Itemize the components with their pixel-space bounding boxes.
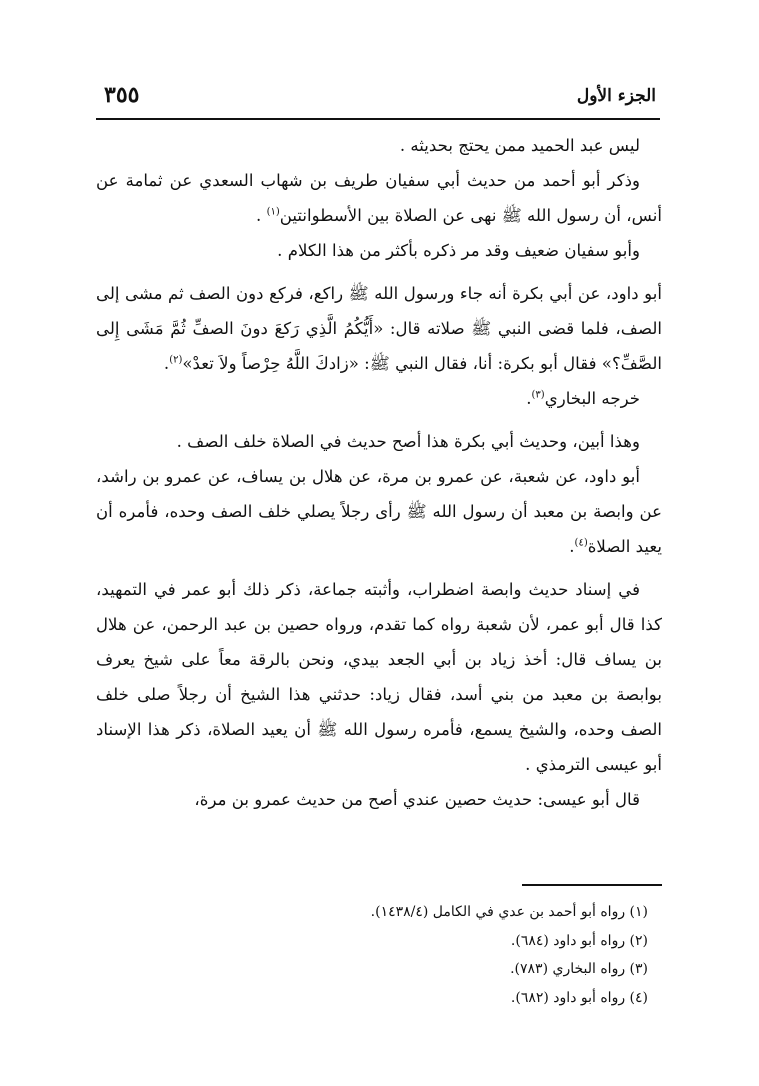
paragraph-8: في إسناد حديث وابصة اضطراب، وأثبته جماعة، ذكر ذلك أبو عمر في التمهيد، كذا قال أبو عمر، لأن شعبة رواه كما تقدم، ورواه حصين بن عبد الرحمن، عن هلال بن يساف قال: أخذ زياد بن أبي الجعد بيدي، ونحن بالرقة معاً على شيخ يعرف بوابصة بن معبد من بني أسد، فقال زياد: حدثني هذا الشيخ أن رجلاً صلى خلف الصف وحده، والشيخ يسمع، فأمره رسول الله ﷺ أن يعيد الصلاة، ذكر هذا الإسناد أبو عيسى الترمذي .	[96, 580, 662, 774]
footnote-ref-1: (١)	[266, 206, 280, 218]
part-title: الجزء الأول	[576, 86, 656, 106]
paragraph-2: وذكر أبو أحمد من حديث أبي سفيان طريف بن شهاب السعدي عن ثمامة عن أنس، أن رسول الله ﷺ نهى عن الصلاة بين الأسطوانتين$^{(١)}$ .	[96, 171, 662, 225]
paragraph-4: أبو داود، عن أبي بكرة أنه جاء ورسول الله ﷺ راكع، فركع دون الصف ثم مشى إلى الصف، فلما قضى النبي ﷺ صلاته قال: «أَيُّكُمُ الَّذِي رَكعَ دونَ الصفِّ ثُمَّ مَشَى إِلى الصَّفِّ؟» فقال أبو بكرة: أنا، فقال النبي ﷺ: «زادكَ اللَّهُ حِرْصاً ولاَ تعدْ»$^{(٢)}$.	[96, 284, 662, 373]
footnote-2: (٢) رواه أبو داود (٦٨٤).	[510, 932, 648, 949]
footnote-4: (٤) رواه أبو داود (٦٨٢).	[510, 989, 648, 1006]
paragraph-1: ليس عبد الحميد ممن يحتج بحديثه .	[399, 136, 640, 155]
footnote-ref-4: (٤)	[574, 537, 588, 549]
paragraph-6: وهذا أبين، وحديث أبي بكرة هذا أصح حديث في الصلاة خلف الصف .	[176, 432, 640, 451]
footnote-divider	[522, 884, 662, 886]
footnote-3: (٣) رواه البخاري (٧٨٣).	[510, 961, 648, 977]
paragraph-7: أبو داود، عن شعبة، عن عمرو بن مرة، عن هلال بن يساف، عن عمرو بن راشد، عن وابصة بن معبد أن رسول الله ﷺ رأى رجلاً يصلي خلف الصف وحده، فأمره أن يعيد الصلاة$^{(٤)}$.	[96, 467, 662, 556]
paragraph-9: قال أبو عيسى: حديث حصين عندي أصح من حديث عمرو بن مرة،	[194, 790, 640, 809]
footnote-ref-3: (٣)	[531, 389, 545, 401]
page-number: ٣٥٥	[104, 82, 140, 108]
paragraph-5: خرجه البخاري$^{(٣)}$.	[526, 389, 640, 408]
footnote-1: (١) رواه أبو أحمد بن عدي في الكامل (١٤٣٨/٤).	[370, 904, 648, 920]
page-header	[96, 82, 658, 112]
paragraph-3: وأبو سفيان ضعيف وقد مر ذكره بأكثر من هذا الكلام .	[277, 241, 640, 260]
footnote-ref-2: (٢)	[169, 354, 183, 366]
footnotes	[96, 898, 664, 1012]
header-divider	[96, 118, 660, 120]
main-text	[96, 128, 662, 817]
